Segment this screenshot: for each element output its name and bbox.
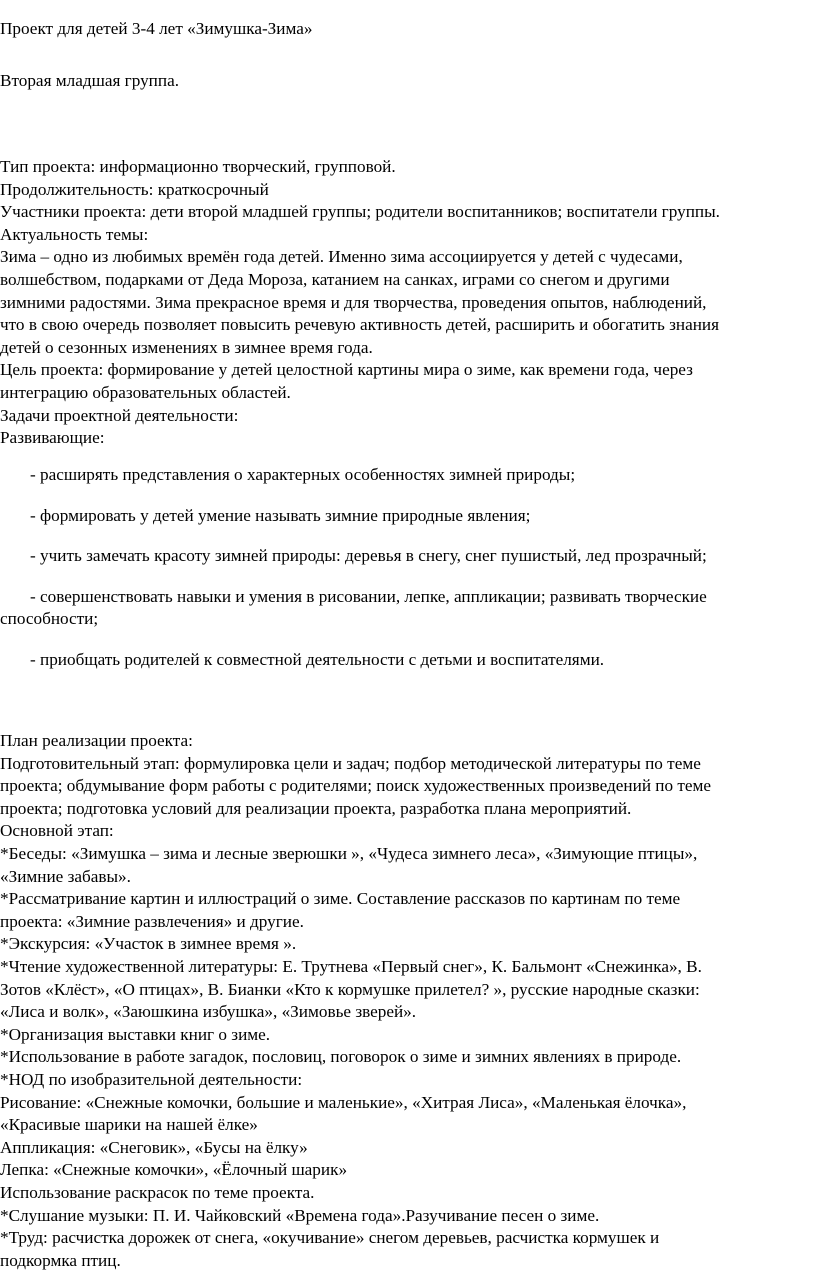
plan-line: *Экскурсия: «Участок в зимнее время ». [0,934,297,954]
relevance-line: зимними радостями. Зима прекрасное время и для творчества, проведения опытов, наблюдений, [0,292,707,312]
plan-heading: План реализации проекта: [0,731,193,750]
plan-line: Лепка: «Снежные комочки», «Ёлочный шарик» [0,1160,348,1180]
plan-line: проекта: «Зимние развлечения» и другие. [0,911,304,931]
goal-line: интеграцию образовательных областей. [0,383,291,402]
plan-line: «Зимние забавы». [0,866,131,886]
group-name: Вторая младшая группа. [0,71,179,90]
plan-line: *Рассматривание картин и иллюстраций о зиме. Составление рассказов по картинам по теме [0,889,681,909]
plan-line: *Использование в работе загадок, пословиц, поговорок о зиме и зимних явлениях в природе. [0,1047,682,1067]
plan-line: «Лиса и волк», «Заюшкина избушка», «Зимовье зверей». [0,1002,417,1022]
plan-line: «Красивые шарики на нашей ёлке» [0,1115,258,1135]
plan-line: *Беседы: «Зимушка – зима и лесные зверюшки », «Чудеса зимнего леса», «Зимующие птицы», [0,844,698,863]
plan-line: Использование раскрасок по теме проекта. [0,1183,315,1202]
plan-line: *Организация выставки книг о зиме. [0,1024,271,1044]
plan-line: *Труд: расчистка дорожек от снега, «окучивание» снегом деревьев, расчистка кормушек и [0,1228,660,1248]
relevance-line: волшебством, подарками от Деда Мороза, катанием на санках, играми со снегом и другими [0,270,670,289]
plan-line: Аппликация: «Снеговик», «Бусы на ёлку» [0,1137,308,1157]
tasks-heading: Задачи проектной деятельности: [0,405,239,425]
project-duration: Продолжительность: краткосрочный [0,179,269,199]
plan-line: *Чтение художественной литературы: Е. Трутнева «Первый снег», К. Бальмонт «Снежинка», В. [0,957,702,976]
plan-line: Зотов «Клёст», «О птицах», В. Бианки «Кто к кормушке прилетел? », русские народные сказки: [0,979,700,999]
task-item-continuation: способности; [0,609,99,628]
task-item: - учить замечать красоту зимней природы: деревья в снегу, снег пушистый, лед прозрачный; [30,546,707,565]
goal-line: Цель проекта: формирование у детей целостной картины мира о зиме, как времени года, через [0,360,693,380]
task-item: - формировать у детей умение называть зимние природные явления; [30,506,531,525]
plan-line: *НОД по изобразительной деятельности: [0,1070,303,1089]
task-item: - приобщать родителей к совместной деятельности с детьми и воспитателями. [30,650,605,669]
relevance-line: что в свою очередь позволяет повысить речевую активность детей, расширить и обогатить знания [0,315,720,335]
relevance-line: Зима – одно из любимых времён года детей. Именно зима ассоциируется у детей с чудесами, [0,247,683,267]
relevance-line: детей о сезонных изменениях в зимнее время года. [0,337,373,357]
project-participants: Участники проекта: дети второй младшей группы; родители воспитанников; воспитатели группы. [0,202,720,222]
plan-line: *Слушание музыки: П. И. Чайковский «Времена года».Разучивание песен о зиме. [0,1205,600,1225]
plan-line: Рисование: «Снежные комочки, большие и маленькие», «Хитрая Лиса», «Маленькая ёлочка», [0,1092,687,1112]
plan-line: проекта; подготовка условий для реализации проекта, разработка плана мероприятий. [0,798,632,818]
developing-heading: Развивающие: [0,428,105,448]
document-title: Проект для детей 3-4 лет «Зимушка-Зима» [0,19,313,38]
plan-line: Основной этап: [0,821,114,841]
task-item: - совершенствовать навыки и умения в рисовании, лепке, аппликации; развивать творческие [30,587,707,606]
project-type: Тип проекта: информационно творческий, групповой. [0,157,396,176]
relevance-heading: Актуальность темы: [0,224,149,244]
plan-line: проекта; обдумывание форм работы с родителями; поиск художественных произведений по теме [0,776,712,796]
task-item: - расширять представления о характерных особенностях зимней природы; [30,465,576,484]
plan-line: Подготовительный этап: формулировка цели и задач; подбор методической литературы по теме [0,753,701,773]
plan-line: подкормка птиц. [0,1250,121,1270]
